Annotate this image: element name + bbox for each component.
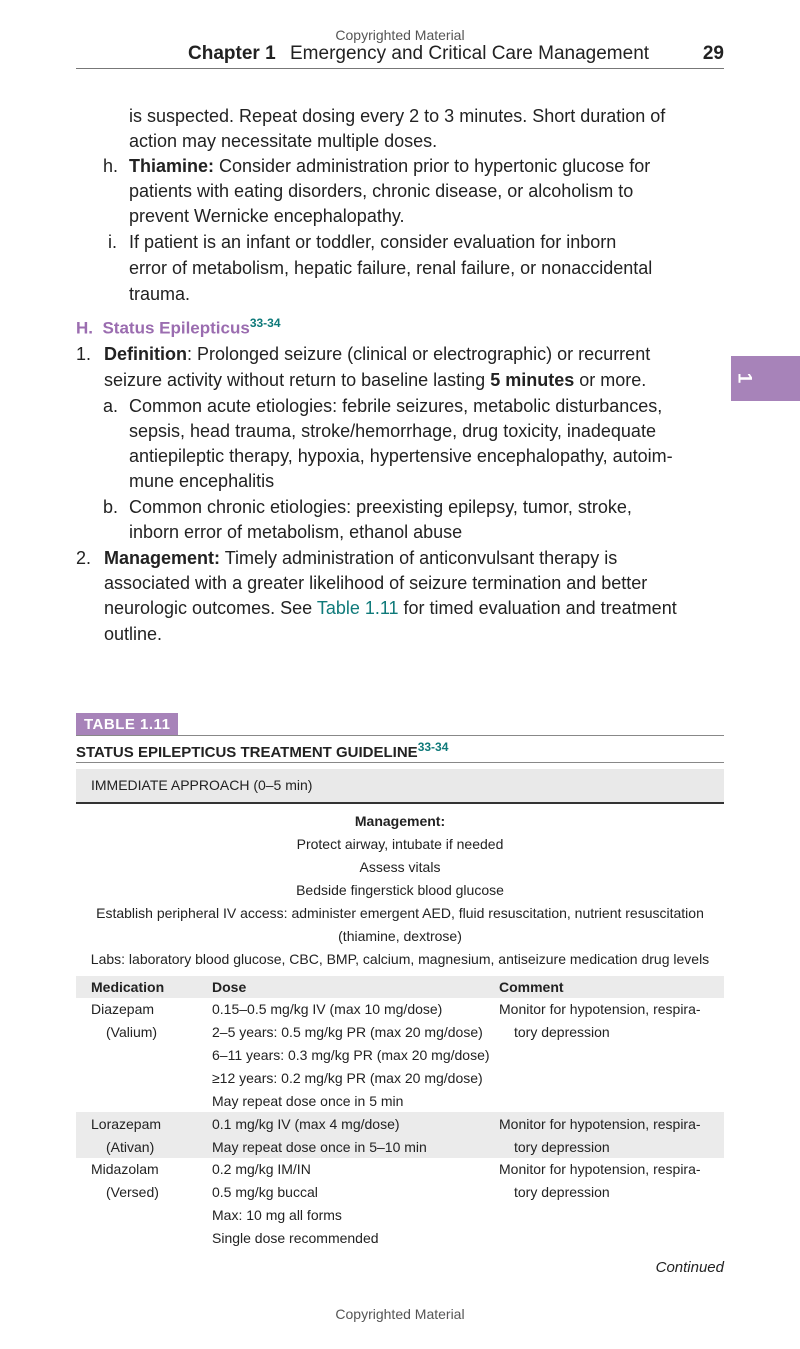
text-line: Common acute etiologies: febrile seizures, metabolic disturbances, — [129, 396, 663, 416]
medication-name: Midazolam — [91, 1161, 159, 1177]
definition-text: or more. — [574, 370, 647, 390]
table-title-text: STATUS EPILEPTICUS TREATMENT GUIDELINE — [76, 744, 418, 761]
section-title: Status Epilepticus — [102, 318, 250, 338]
dose-line: Single dose recommended — [212, 1230, 379, 1246]
medication-brand: (Ativan) — [106, 1139, 155, 1155]
management-item: Assess vitals — [359, 859, 441, 875]
management-item: Protect airway, intubate if needed — [296, 836, 504, 852]
management-item: Labs: laboratory blood glucose, CBC, BMP, calcium, magnesium, antiseizure medication drug levels — [90, 951, 710, 967]
definition-line — [104, 368, 646, 393]
dose-line: ≥12 years: 0.2 mg/kg PR (max 20 mg/dose) — [212, 1070, 483, 1086]
thiamine-text: Consider administration prior to hypertonic glucose for — [214, 156, 651, 176]
text-line: mune encephalitis — [129, 471, 275, 491]
text-line: action may necessitate multiple doses. — [129, 131, 438, 151]
copyright-notice-bottom: Copyrighted Material — [335, 1306, 465, 1322]
management-text: for timed evaluation and treatment — [398, 598, 677, 618]
definition-line — [104, 342, 650, 367]
copyright-notice-top: Copyrighted Material — [335, 27, 465, 43]
section-label: H. — [76, 318, 93, 338]
list-marker: a. — [103, 396, 119, 416]
management-term: Management: — [104, 548, 221, 568]
table-link[interactable]: Table 1.11 — [316, 598, 399, 618]
table-column-header-row — [76, 976, 724, 998]
thiamine-item — [129, 154, 650, 179]
medication-name: Diazepam — [91, 1001, 155, 1017]
medication-brand: (Versed) — [106, 1184, 159, 1200]
comment-line: tory depression — [514, 1139, 610, 1155]
dose-line: 0.1 mg/kg IV (max 4 mg/dose) — [212, 1116, 400, 1132]
text-line: trauma. — [129, 284, 191, 304]
running-header — [76, 40, 724, 69]
list-marker: 1. — [76, 344, 92, 364]
column-header-dose: Dose — [212, 979, 247, 995]
column-header-comment: Comment — [499, 979, 564, 995]
table-title — [76, 740, 448, 761]
comment-line: Monitor for hypotension, respira- — [499, 1161, 701, 1177]
management-line — [104, 596, 677, 621]
chapter-title: Emergency and Critical Care Management — [290, 43, 650, 64]
chapter-thumb-tab — [731, 356, 800, 401]
text-line: is suspected. Repeat dosing every 2 to 3 minutes. Short duration of — [129, 106, 666, 126]
thumb-tab-label: 1 — [733, 372, 755, 384]
text-line: Common chronic etiologies: preexisting epilepsy, tumor, stroke, — [129, 497, 632, 517]
text-line: sepsis, head trauma, stroke/hemorrhage, drug toxicity, inadequate — [129, 421, 656, 441]
text-line: If patient is an infant or toddler, consider evaluation for inborn — [129, 232, 617, 252]
management-item: Establish peripheral IV access: administer emergent AED, fluid resuscitation, nutrient resuscitation — [96, 905, 704, 921]
table-top-rule — [76, 735, 724, 736]
dose-line: 0.15–0.5 mg/kg IV (max 10 mg/dose) — [212, 1001, 443, 1017]
text-line: antiepileptic therapy, hypoxia, hypertensive encephalopathy, autoim- — [129, 446, 673, 466]
comment-line: tory depression — [514, 1184, 610, 1200]
text-line: outline. — [104, 624, 163, 644]
text-line: inborn error of metabolism, ethanol abuse — [129, 522, 463, 542]
management-text: Timely administration of anticonvulsant therapy is — [220, 548, 618, 568]
management-line — [104, 546, 617, 571]
section-heading — [76, 311, 281, 341]
definition-text: seizure activity without return to baseline lasting — [104, 370, 491, 390]
dose-line: 2–5 years: 0.5 mg/kg PR (max 20 mg/dose) — [212, 1024, 483, 1040]
text-line: patients with eating disorders, chronic disease, or alcoholism to — [129, 181, 634, 201]
list-marker: i. — [108, 232, 117, 252]
phase-header — [76, 769, 724, 804]
dose-line: 6–11 years: 0.3 mg/kg PR (max 20 mg/dose) — [212, 1047, 490, 1063]
text-line: prevent Wernicke encephalopathy. — [129, 206, 405, 226]
list-marker: b. — [103, 497, 119, 517]
dose-line: May repeat dose once in 5 min — [212, 1093, 404, 1109]
text-line: error of metabolism, hepatic failure, renal failure, or nonaccidental — [129, 258, 653, 278]
chapter-number: Chapter 1 — [188, 43, 276, 64]
management-heading: Management: — [354, 813, 446, 829]
continued-note: Continued — [655, 1259, 724, 1276]
phase-label: IMMEDIATE APPROACH (0–5 min) — [91, 777, 313, 793]
table-title-rule — [76, 762, 724, 763]
medication-name: Lorazepam — [91, 1116, 162, 1132]
table-label: TABLE 1.11 — [76, 713, 178, 736]
medication-brand: (Valium) — [106, 1024, 158, 1040]
page-number: 29 — [702, 43, 724, 64]
comment-line: tory depression — [514, 1024, 610, 1040]
list-marker: 2. — [76, 548, 92, 568]
column-header-medication: Medication — [91, 979, 165, 995]
definition-text: : Prolonged seizure (clinical or electrographic) or recurrent — [187, 344, 651, 364]
comment-line: Monitor for hypotension, respira- — [499, 1116, 701, 1132]
dose-line: May repeat dose once in 5–10 min — [212, 1139, 427, 1155]
text-line: associated with a greater likelihood of seizure termination and better — [104, 573, 648, 593]
dose-line: Max: 10 mg all forms — [212, 1207, 342, 1223]
dose-line: 0.5 mg/kg buccal — [212, 1184, 318, 1200]
management-item: Bedside fingerstick blood glucose — [296, 882, 504, 898]
definition-emphasis: 5 minutes — [490, 370, 575, 390]
management-item: (thiamine, dextrose) — [338, 928, 462, 944]
list-marker: h. — [103, 156, 119, 176]
table-reference: 33-34 — [417, 740, 449, 754]
comment-line: Monitor for hypotension, respira- — [499, 1001, 701, 1017]
management-text: neurologic outcomes. See — [104, 598, 317, 618]
dose-line: 0.2 mg/kg IM/IN — [212, 1161, 311, 1177]
thiamine-term: Thiamine: — [129, 156, 215, 176]
section-reference: 33-34 — [249, 316, 281, 330]
definition-term: Definition — [104, 344, 187, 364]
